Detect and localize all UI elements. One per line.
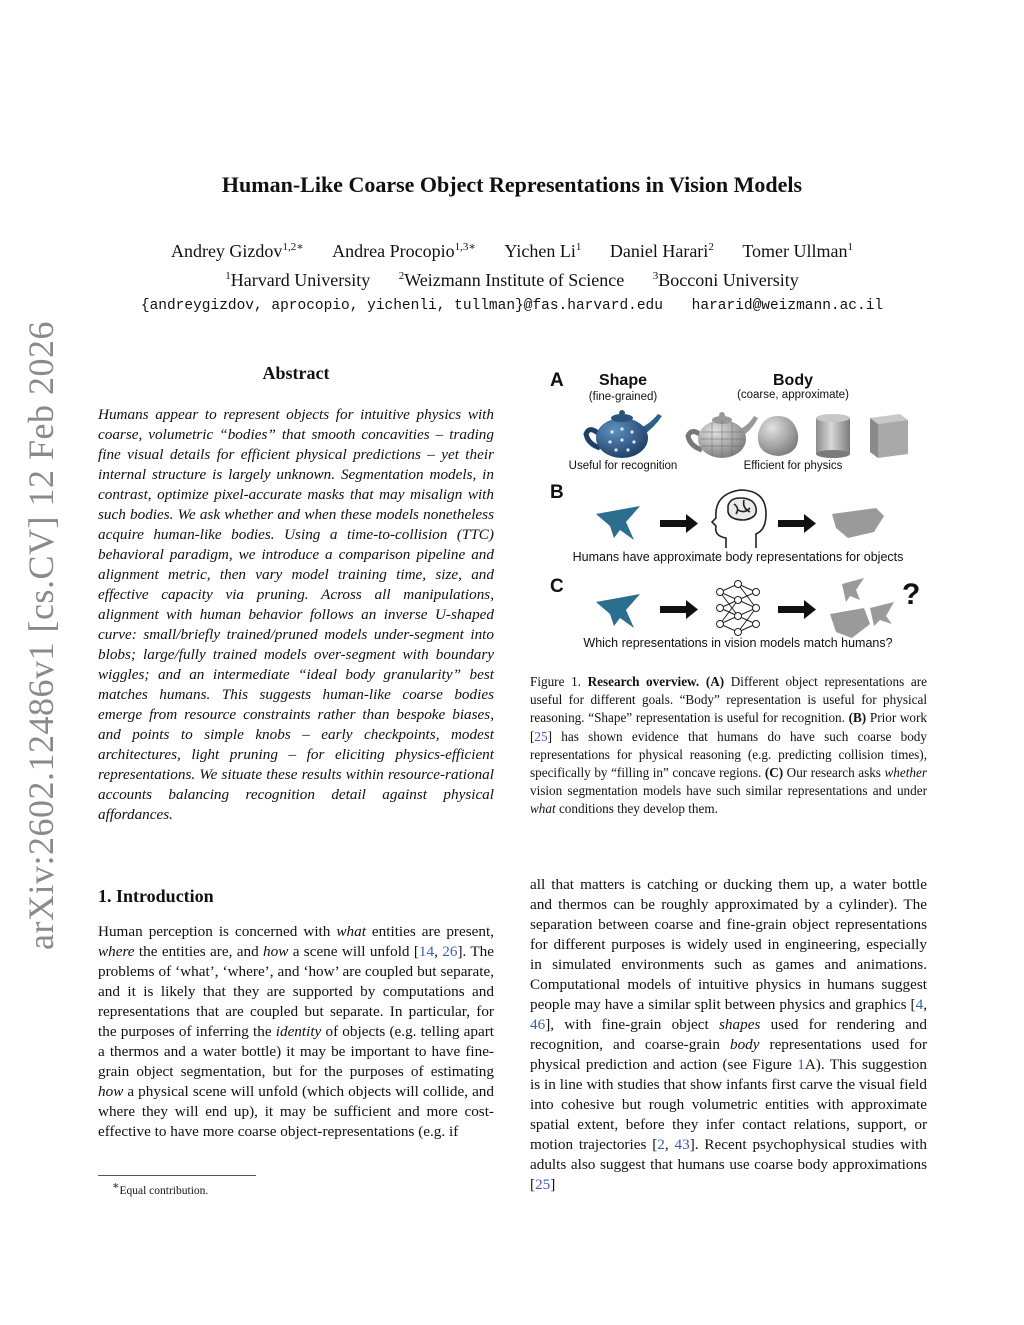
text-run: a scene will unfold [ (288, 943, 419, 960)
text-run: ]. Recent psychophysical studies with adults also suggest that humans use coarse body approximations [ (530, 1136, 927, 1193)
bold-text: Research overview. (587, 674, 700, 689)
arxiv-identifier: arXiv:2602.12486v1 [cs.CV] 12 Feb 2026 (21, 321, 61, 950)
text-run: ] (550, 1176, 556, 1193)
text-run: , (434, 943, 443, 960)
text-run: all that matters is catching or ducking them up, a water bottle and thermos can be roughly approximated by a cylinder). The separation between coarse and fine-grain object representations for different purposes is widely used in engineering, especially in simulated environments such as games and animations. Computational models of intuitive physics in humans suggest people may have a similar split between physics and graphics [ (530, 876, 927, 1013)
cylinder-icon (816, 414, 850, 458)
citation-link[interactable]: 2 (657, 1136, 665, 1153)
coarse-gray-object-icon (832, 508, 884, 538)
text-run: , (923, 996, 927, 1013)
author: Tomer Ullman$^1$ (742, 241, 854, 261)
detailed-teapot-icon (586, 410, 662, 458)
citation-link[interactable]: 26 (442, 943, 458, 960)
shape-title: Shape (598, 372, 648, 389)
author: Andrey Gizdov$^{1,2∗}$ (170, 241, 304, 261)
text-run: , (664, 1136, 675, 1153)
citation-link[interactable]: 43 (674, 1136, 690, 1153)
cube-icon (870, 414, 908, 458)
text-run: Different object representations are useful for different goals. “Body” representation is useful for physical reasoning. “Shape” representation is useful for recognition. (530, 674, 927, 726)
emphasis-text: whether (884, 765, 927, 781)
candidate-representations-icon (830, 578, 894, 638)
citation-link[interactable]: 14 (418, 943, 435, 960)
panel-b-label: B (550, 482, 564, 503)
panel-c-label: C (550, 576, 564, 597)
blue-object-icon (596, 594, 640, 628)
figure-1-graphic (530, 362, 930, 662)
panel-b-caption: Humans have approximate body representations for objects (572, 550, 904, 564)
emphasis-text: how (263, 943, 289, 960)
question-mark: ? (902, 578, 921, 611)
body-title: Body (773, 372, 813, 389)
text-run: Prior work [ (530, 710, 928, 744)
author: Yichen Li$^1$ (504, 241, 582, 261)
author: Daniel Harari$^2$ (609, 241, 714, 261)
text-run: ]. The problems of ‘what’, ‘where’, and ‘how’ are coupled but separate, and it is likely that they are supported by computations and representations that are coupled but separate. In particular, for the purposes of inferring the (98, 943, 494, 1040)
shape-subtitle: (fine-grained) (588, 391, 658, 403)
figure-1-caption (530, 673, 927, 819)
emphasis-text: identity (275, 1023, 322, 1040)
panel-c-caption: Which representations in vision models match humans? (583, 636, 893, 650)
text-run: a physical scene will unfold (which objects will collide, and where they will end up), it may be sufficient and more cost-effective to have more coarse object-representations (e.g. if (98, 1083, 494, 1140)
arrow-right-icon (660, 600, 698, 619)
citation-link[interactable]: 25 (535, 1176, 551, 1193)
emphasis-text: shapes (719, 1016, 761, 1033)
text-run: A). This suggestion is in line with studies that show infants first carve the visual field into cohesive but rough volumetric entities with approximate spatial extent, before they infer contact relations, support, or motion trajectories [ (530, 1056, 927, 1153)
emphasis-text: what (336, 923, 366, 940)
emphasis-text: how (98, 1083, 124, 1100)
text-run: Human perception is concerned with (98, 923, 337, 940)
text-run: the entities are, and (134, 943, 264, 960)
affiliation: $^2$Weizmann Institute of Science (398, 270, 625, 290)
coarse-blob-icon (758, 416, 798, 456)
author: Andrea Procopio$^{1,3∗}$ (332, 241, 476, 261)
emphasis-text: body (729, 1036, 760, 1053)
affiliation: $^3$Bocconi University (652, 270, 799, 290)
neural-network-icon (717, 581, 760, 636)
affiliation: $^1$Harvard University (225, 270, 371, 290)
email: hararid@weizmann.ac.il (691, 298, 884, 314)
bold-text: (C) (764, 765, 784, 781)
abstract-text: Humans appear to represent objects for intuitive physics with coarse, volumetric “bodies” that smooth concavities – trading fine visual details for efficient physical predictions – yet their internal structure is largely unknown. Segmentation models, in contrast, optimize pixel-accurate masks that may misalign with such bodies. We ask whether and when these models nonetheless acquire human-like bodies. Using a time-to-collision (TTC) behavioral paradigm, we introduce a comparison pipeline and alignment metric, then vary model training time, size, and effective capacity via pruning. Across all manipulations, alignment with human behavior follows an inverse U-shaped curve: small/briefly trained/pruned models under-segment into blobs; large/fully trained models over-segment with boundary wiggles; and an intermediate “ideal body granularity” best matches humans. This suggests human-like coarse bodies emerge from resource constraints rather than bespoke biases, and points to simple knobs – early checkpoints, modest architectures, light pruning – for eliciting physics-efficient representations. We situate these results within resource-rational accounts balancing recognition detail against physical affordances. (98, 406, 494, 823)
text-run: of objects (e.g. telling apart a thermos and a water bottle) it may be important to have fine-grain object segmentation, but for the purposes of estimating (98, 1023, 494, 1080)
figure-1 (530, 362, 930, 662)
introduction-paragraph-right (530, 875, 927, 1195)
footnote-rule (98, 1175, 256, 1176)
email-list (0, 298, 1024, 314)
body-subtitle: (coarse, approximate) (737, 389, 849, 401)
body-caption: Efficient for physics (743, 460, 843, 472)
text-run: ], with fine-grain object (545, 1016, 720, 1033)
citation-link[interactable]: 4 (915, 996, 924, 1013)
introduction-heading: 1. Introduction (98, 886, 214, 906)
human-head-brain-icon (712, 490, 766, 548)
abstract-heading: Abstract (262, 363, 330, 383)
text-run: Our research asks (783, 765, 885, 781)
bold-text: (B) (848, 710, 867, 726)
arrow-right-icon (778, 514, 816, 533)
affiliation-list (0, 270, 1024, 291)
introduction-paragraph-left (98, 922, 494, 1142)
citation-link[interactable]: 1 (797, 1056, 805, 1073)
text-run: entities are present, (365, 923, 494, 940)
text-run: used for rendering and recognition, and coarse-grain (530, 1016, 928, 1053)
text-run: representations used for physical prediction and action (see Figure (530, 1036, 927, 1073)
arrow-right-icon (660, 514, 698, 533)
arrow-right-icon (778, 600, 816, 619)
text-run: Figure 1. (530, 674, 588, 689)
text-run (699, 674, 706, 689)
paper-title: Human-Like Coarse Object Representations in Vision Models (221, 172, 803, 197)
footnote: ∗Equal contribution. (112, 1180, 209, 1197)
shape-caption: Useful for recognition (568, 460, 678, 472)
citation-link[interactable]: 46 (530, 1016, 546, 1033)
citation-link[interactable]: 25 (534, 728, 548, 744)
blue-object-icon (596, 506, 640, 540)
text-run: ] has shown evidence that humans do have such coarse body representations for physical reasoning (e.g. predicting collision times), specifically by “filling in” concave regions. (530, 728, 927, 781)
email: {andreygizdov, aprocopio, yichenli, tullman}@fas.harvard.edu (140, 298, 663, 314)
bold-text: (A) (705, 674, 725, 689)
mesh-teapot-icon (688, 412, 758, 458)
emphasis-text: what (530, 801, 556, 817)
author-list (0, 240, 1024, 262)
panel-a-label: A (550, 370, 564, 391)
emphasis-text: where (98, 943, 135, 960)
text-run: vision segmentation models have such similar representations and under (530, 783, 927, 799)
text-run: conditions they develop them. (555, 801, 718, 817)
